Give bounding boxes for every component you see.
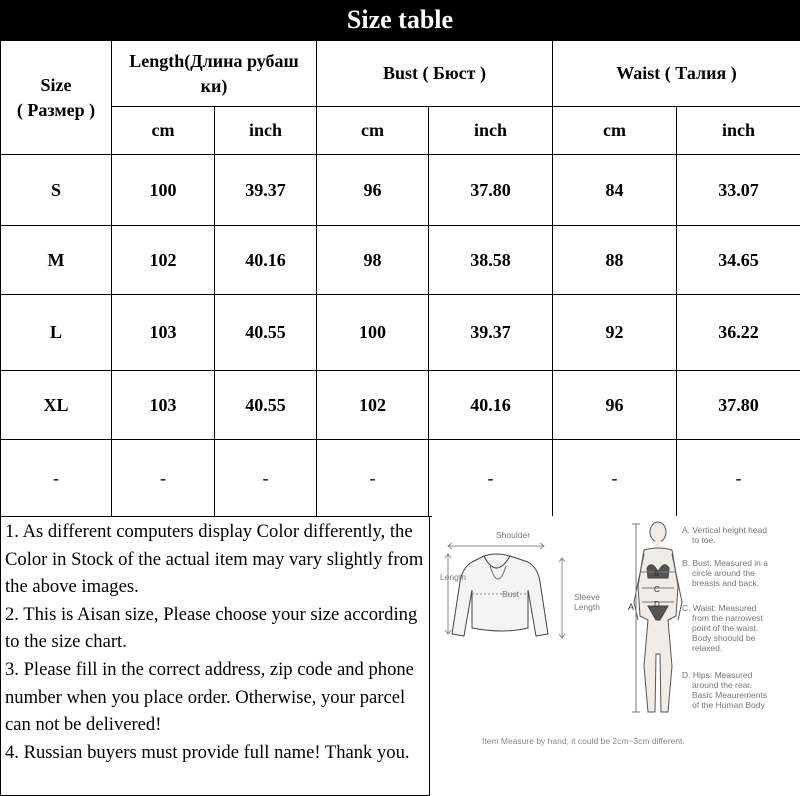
- value-cell: -: [429, 440, 553, 517]
- size-cell: L: [1, 295, 112, 371]
- body-letter-d: D: [654, 600, 660, 609]
- desc-c-line: relaxed.: [692, 643, 723, 653]
- value-cell: 96: [553, 371, 677, 440]
- unit-header: inch: [429, 107, 553, 155]
- table-row: [1, 295, 800, 371]
- value-cell: 88: [553, 226, 677, 295]
- table-row: [1, 440, 800, 517]
- value-cell: 100: [317, 295, 429, 371]
- value-cell: -: [215, 440, 317, 517]
- desc-c-line: point of the waist.: [692, 623, 759, 633]
- measurement-diagram: [432, 516, 800, 796]
- desc-c-line: Body shoould be: [692, 633, 756, 643]
- note-item: 4. Russian buyers must provide full name! Thank you.: [5, 741, 410, 763]
- body-figure: [632, 522, 682, 712]
- measurement-descriptions: [682, 525, 768, 710]
- size-cell: -: [1, 440, 112, 517]
- body-letter-a: A: [628, 602, 635, 612]
- value-cell: 39.37: [215, 155, 317, 226]
- length-header-line2: ки): [200, 75, 228, 96]
- note-item: 2. This is Aisan size, Please choose your size according to the size chart.: [5, 603, 418, 653]
- value-cell: 37.80: [429, 155, 553, 226]
- desc-b-line: B. Bust: Measured in a: [682, 558, 768, 568]
- size-header-label-ru: ( Размер ): [16, 99, 96, 120]
- desc-c-line: from the narrowest: [692, 613, 763, 623]
- size-cell: S: [1, 155, 112, 226]
- unit-header: inch: [215, 107, 317, 155]
- size-cell: XL: [1, 371, 112, 440]
- length-label: Length: [440, 572, 466, 582]
- shoulder-label: Shoulder: [496, 530, 531, 540]
- size-cell: M: [1, 226, 112, 295]
- value-cell: 103: [112, 371, 215, 440]
- body-letter-b: B: [654, 569, 660, 578]
- value-cell: -: [317, 440, 429, 517]
- value-cell: 39.37: [429, 295, 553, 371]
- value-cell: 40.55: [215, 295, 317, 371]
- desc-d-line: of the Human Body: [692, 700, 765, 710]
- value-cell: 40.16: [429, 371, 553, 440]
- desc-b-line: circle around the: [692, 568, 755, 578]
- table-row: [1, 226, 800, 295]
- note-item: 3. Please fill in the correct address, zip code and phone number when you place order. Otherwise, your parcel can not be delivered!: [5, 658, 414, 736]
- desc-d-line: Basic Meaurements: [692, 690, 768, 700]
- length-header-line1: Length(Длина рубаш: [129, 51, 299, 72]
- unit-header: cm: [317, 107, 429, 155]
- unit-header: inch: [677, 107, 800, 155]
- desc-d-line: around the rear.: [692, 680, 753, 690]
- header-row-units: [1, 107, 800, 155]
- value-cell: 102: [112, 226, 215, 295]
- unit-header: cm: [112, 107, 215, 155]
- value-cell: 84: [553, 155, 677, 226]
- value-cell: 38.58: [429, 226, 553, 295]
- size-table: [0, 40, 800, 517]
- value-cell: 96: [317, 155, 429, 226]
- table-row: [1, 371, 800, 440]
- value-cell: -: [677, 440, 800, 517]
- desc-c-line: C. Waist: Measured: [682, 603, 757, 613]
- note-item: 1. As different computers display Color differently, the Color in Stock of the actual item may vary slightly from the above images.: [5, 521, 424, 598]
- value-cell: 103: [112, 295, 215, 371]
- value-cell: 34.65: [677, 226, 800, 295]
- desc-b-line: breasts and back.: [692, 578, 760, 588]
- waist-group-header: Waist ( Талия ): [553, 41, 800, 107]
- desc-a-line: to toe.: [692, 535, 716, 545]
- table-row: [1, 155, 800, 226]
- body-letter-c: C: [654, 585, 660, 594]
- value-cell: 37.80: [677, 371, 800, 440]
- bust-group-header: Bust ( Бюст ): [317, 41, 553, 107]
- header-row-groups: [1, 41, 800, 107]
- value-cell: 40.55: [215, 371, 317, 440]
- sleeve-label-2: Length: [574, 602, 600, 612]
- value-cell: 102: [317, 371, 429, 440]
- desc-a-line: A. Vertical height head: [682, 525, 768, 535]
- value-cell: 100: [112, 155, 215, 226]
- size-header-cell: [1, 41, 112, 155]
- value-cell: 40.16: [215, 226, 317, 295]
- notes-box: [0, 516, 430, 796]
- measure-footnote: Item Measure by hand, it could be 2cm~3cm different.: [482, 736, 685, 746]
- value-cell: 98: [317, 226, 429, 295]
- value-cell: 36.22: [677, 295, 800, 371]
- value-cell: 92: [553, 295, 677, 371]
- size-header-label: Size: [40, 75, 72, 96]
- bust-label: Bust: [502, 589, 520, 599]
- measurement-illustration: [432, 516, 800, 796]
- value-cell: -: [553, 440, 677, 517]
- sleeve-label-1: Sleeve: [574, 592, 600, 602]
- size-table-title: Size table: [0, 0, 800, 40]
- value-cell: -: [112, 440, 215, 517]
- length-group-header: [112, 41, 317, 107]
- desc-d-line: D. Hips: Measured: [682, 670, 753, 680]
- value-cell: 33.07: [677, 155, 800, 226]
- unit-header: cm: [553, 107, 677, 155]
